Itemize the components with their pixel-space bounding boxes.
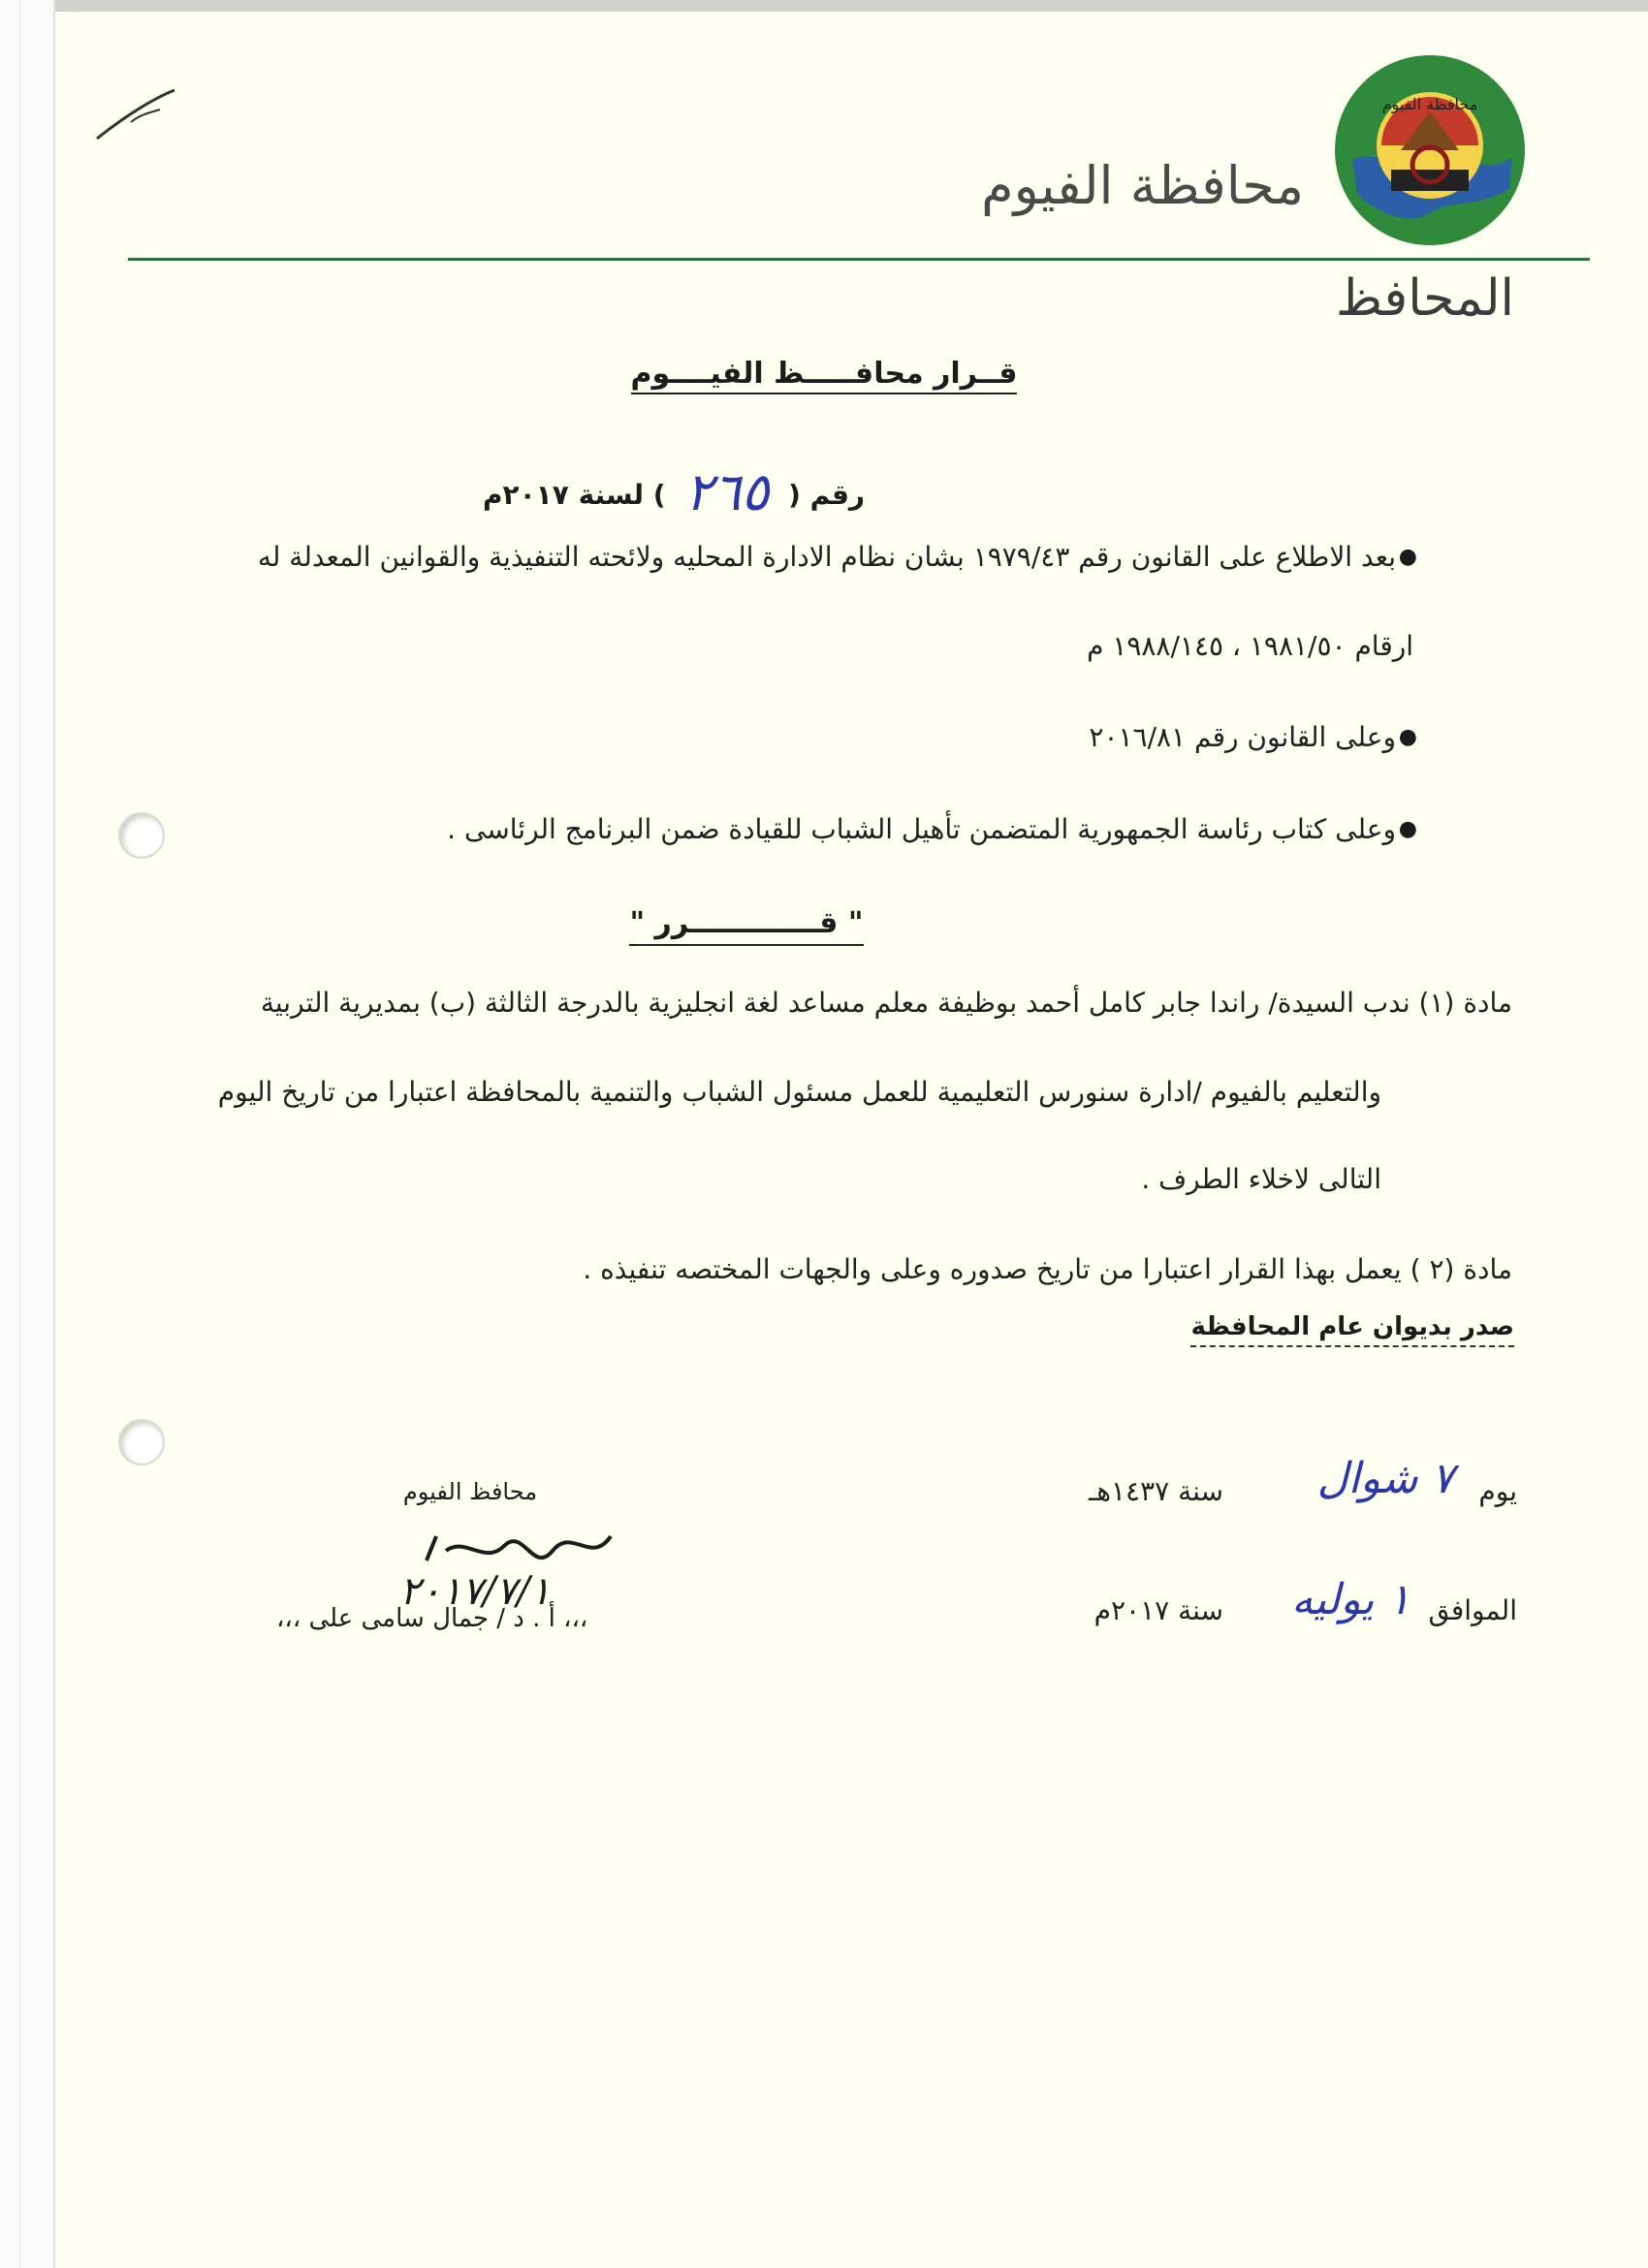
day-label: يوم (1478, 1475, 1517, 1507)
article-1-line: التالى لاخلاء الطرف . (1141, 1163, 1381, 1195)
preamble-line: ارقام ١٩٨١/٥٠ ، ١٩٨٨/١٤٥ م (1087, 630, 1413, 662)
decision-number-line (0, 456, 1347, 522)
signature-title: محافظ الفيوم (402, 1478, 538, 1505)
bullet-dot: ● (1398, 545, 1417, 569)
governorate-logo (1333, 53, 1527, 247)
header-rule (128, 258, 1590, 261)
svg-text:٢٠١٧/٧/١: ٢٠١٧/٧/١ (399, 1569, 551, 1614)
handwritten-gregorian-date: ١ يوليه (1291, 1575, 1410, 1624)
pen-mark (92, 85, 179, 143)
handwritten-decision-number: ٢٦٥ (684, 461, 770, 522)
svg-text:محافظة الفيوم: محافظة الفيوم (1381, 95, 1478, 113)
number-label: رقم ( (788, 479, 866, 511)
year-label: ) لسنة ٢٠١٧م (482, 479, 666, 511)
preamble-line: بعد الاطلاع على القانون رقم ١٩٧٩/٤٣ بشان نظام الادارة المحليه ولائحته التنفيذية والقوانين المعدلة له (257, 541, 1396, 573)
punch-hole (118, 812, 165, 859)
hijri-year: سنة ١٤٣٧هـ (1089, 1475, 1223, 1507)
decision-title: قــرار محافـــــظ الفيــــوم (0, 357, 1648, 391)
gregorian-year: سنة ٢٠١٧م (1093, 1594, 1223, 1626)
signature-scribble (281, 1507, 669, 1614)
article-1-line: والتعليم بالفيوم /ادارة سنورس التعليمية للعمل مسئول الشباب والتنمية بالمحافظة اعتبارا من تاريخ اليوم (217, 1076, 1381, 1108)
issued-at: صدر بديوان عام المحافظة (1190, 1312, 1514, 1347)
punch-hole (118, 1419, 165, 1465)
bullet-dot: ● (1398, 817, 1417, 841)
preamble-line: وعلى القانون رقم ٢٠١٦/٨١ (1089, 721, 1396, 753)
decree-word: " قـــــــــــــرر " (0, 906, 1493, 940)
scan-top-edge (0, 0, 1648, 12)
handwritten-hijri-date: ٧ شوال (1316, 1454, 1454, 1503)
corresponding-label: الموافق (1428, 1594, 1517, 1626)
signatory-name: ،،، أ . د / جمال سامى على ،،، (276, 1604, 588, 1633)
page-stack-edge (0, 0, 55, 2268)
article-1-line: مادة (١) ندب السيدة/ راندا جابر كامل أحمد بوظيفة معلم مساعد لغة انجليزية بالدرجة الثالثة (ب) بمديرية التربية (260, 987, 1512, 1019)
bullet-dot: ● (1398, 725, 1417, 749)
office-title: المحافظ (1336, 269, 1514, 328)
article-2: مادة (٢ ) يعمل بهذا القرار اعتبارا من تاريخ صدوره وعلى والجهات المختصه تنفيذه . (583, 1253, 1512, 1285)
preamble-line: وعلى كتاب رئاسة الجمهورية المتضمن تأهيل الشباب للقيادة ضمن البرنامج الرئاسى . (447, 813, 1396, 845)
governorate-name: محافظة الفيوم (981, 155, 1304, 216)
